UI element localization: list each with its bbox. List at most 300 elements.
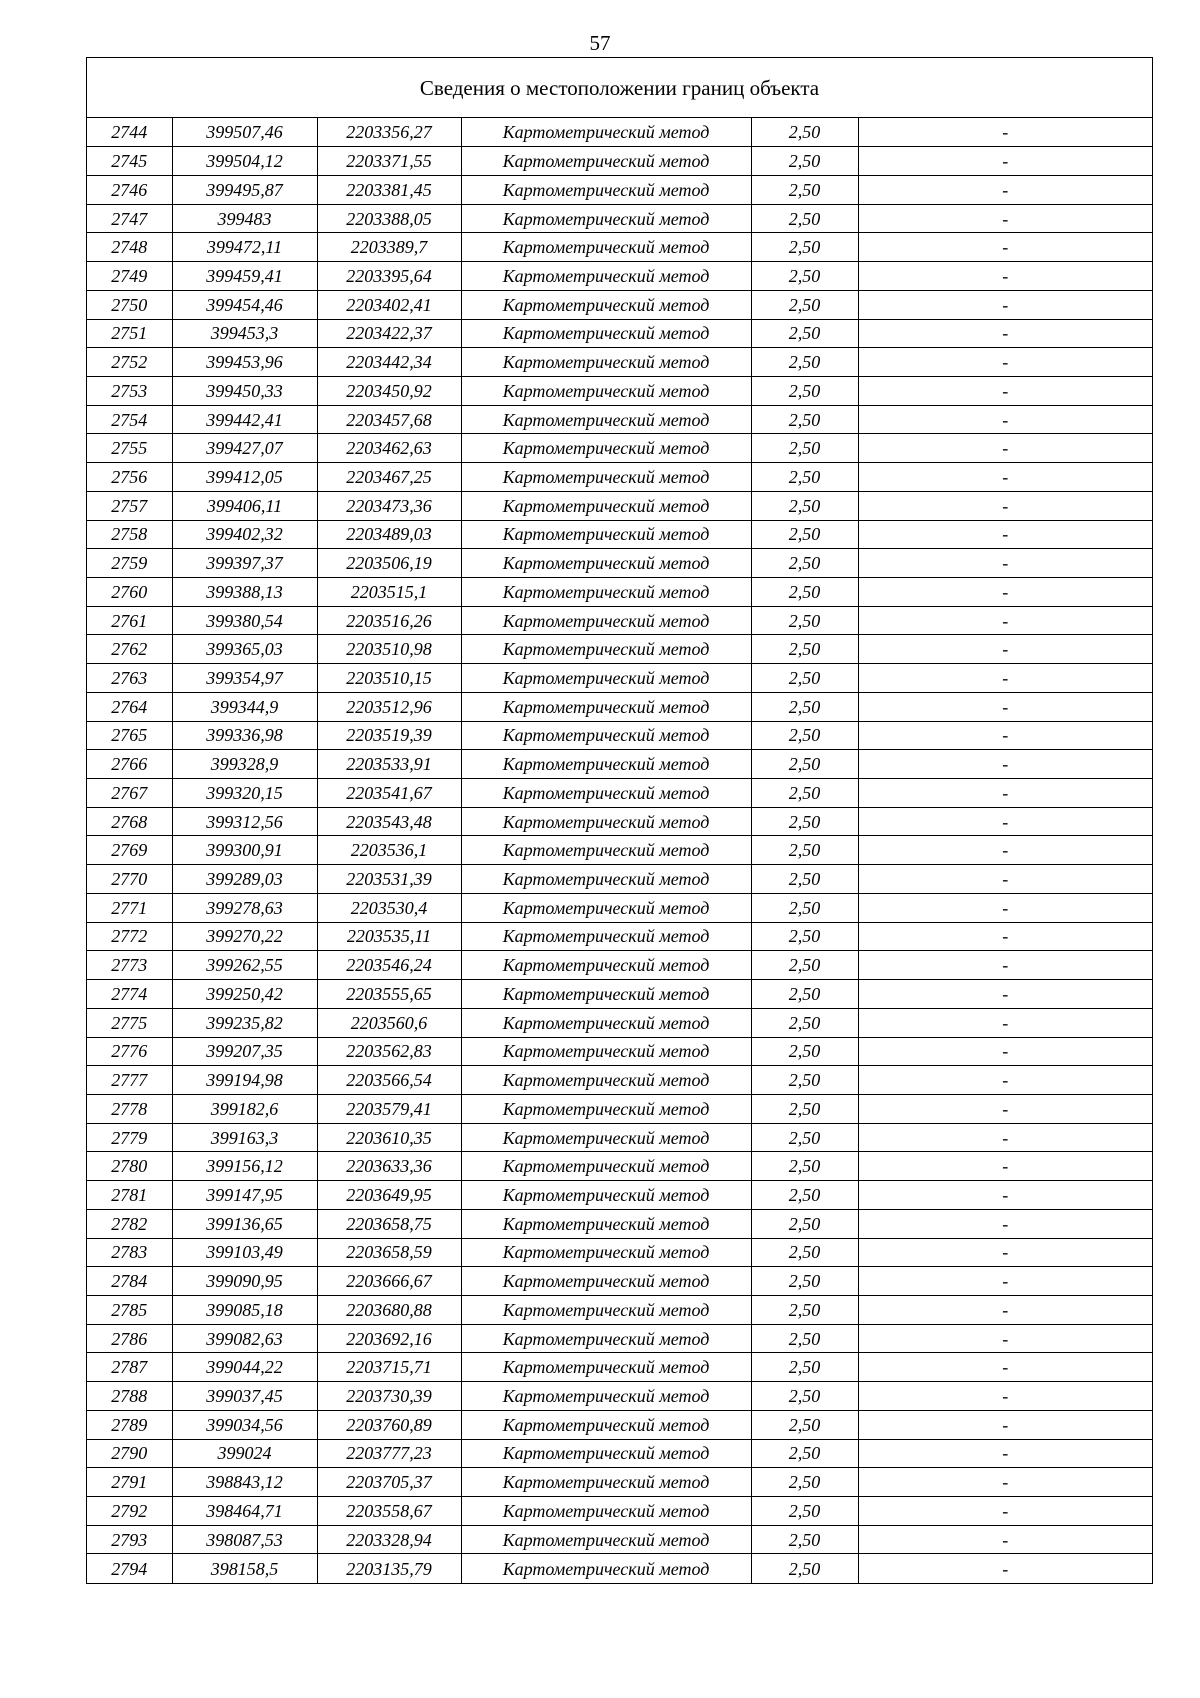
table-row bbox=[87, 922, 1152, 951]
y-coordinate-cell: 2203516,26 bbox=[317, 606, 461, 635]
table-row bbox=[87, 865, 1152, 894]
table-row bbox=[87, 262, 1152, 291]
y-coordinate-cell: 2203371,55 bbox=[317, 147, 461, 176]
y-coordinate-cell: 2203442,34 bbox=[317, 348, 461, 377]
table-row bbox=[87, 549, 1152, 578]
note-cell: - bbox=[858, 606, 1152, 635]
y-coordinate-cell: 2203760,89 bbox=[317, 1410, 461, 1439]
note-cell: - bbox=[858, 922, 1152, 951]
table-row bbox=[87, 664, 1152, 693]
table-row bbox=[87, 376, 1152, 405]
accuracy-cell: 2,50 bbox=[751, 1066, 858, 1095]
accuracy-cell: 2,50 bbox=[751, 1353, 858, 1382]
x-coordinate-cell: 399427,07 bbox=[172, 434, 317, 463]
accuracy-cell: 2,50 bbox=[751, 606, 858, 635]
y-coordinate-cell: 2203555,65 bbox=[317, 980, 461, 1009]
x-coordinate-cell: 399336,98 bbox=[172, 721, 317, 750]
table-row bbox=[87, 1382, 1152, 1411]
note-cell: - bbox=[858, 664, 1152, 693]
y-coordinate-cell: 2203536,1 bbox=[317, 836, 461, 865]
table-row bbox=[87, 836, 1152, 865]
x-coordinate-cell: 399453,96 bbox=[172, 348, 317, 377]
boundary-table bbox=[86, 57, 1153, 1584]
x-coordinate-cell: 399472,11 bbox=[172, 233, 317, 262]
x-coordinate-cell: 399453,3 bbox=[172, 319, 317, 348]
accuracy-cell: 2,50 bbox=[751, 1209, 858, 1238]
note-cell: - bbox=[858, 1295, 1152, 1324]
point-number-cell: 2778 bbox=[87, 1094, 172, 1123]
note-cell: - bbox=[858, 1037, 1152, 1066]
x-coordinate-cell: 399365,03 bbox=[172, 635, 317, 664]
method-cell: Картометрический метод bbox=[461, 692, 751, 721]
x-coordinate-cell: 399312,56 bbox=[172, 807, 317, 836]
method-cell: Картометрический метод bbox=[461, 549, 751, 578]
y-coordinate-cell: 2203566,54 bbox=[317, 1066, 461, 1095]
accuracy-cell: 2,50 bbox=[751, 750, 858, 779]
note-cell: - bbox=[858, 635, 1152, 664]
table-row bbox=[87, 1497, 1152, 1526]
table-row bbox=[87, 1037, 1152, 1066]
point-number-cell: 2781 bbox=[87, 1181, 172, 1210]
table-row bbox=[87, 319, 1152, 348]
accuracy-cell: 2,50 bbox=[751, 1439, 858, 1468]
method-cell: Картометрический метод bbox=[461, 405, 751, 434]
x-coordinate-cell: 399380,54 bbox=[172, 606, 317, 635]
method-cell: Картометрический метод bbox=[461, 463, 751, 492]
x-coordinate-cell: 399504,12 bbox=[172, 147, 317, 176]
note-cell: - bbox=[858, 779, 1152, 808]
accuracy-cell: 2,50 bbox=[751, 1094, 858, 1123]
table-title: Сведения о местоположении границ объекта bbox=[87, 58, 1152, 118]
method-cell: Картометрический метод bbox=[461, 233, 751, 262]
accuracy-cell: 2,50 bbox=[751, 1525, 858, 1554]
method-cell: Картометрический метод bbox=[461, 664, 751, 693]
x-coordinate-cell: 399194,98 bbox=[172, 1066, 317, 1095]
note-cell: - bbox=[858, 1439, 1152, 1468]
note-cell: - bbox=[858, 348, 1152, 377]
note-cell: - bbox=[858, 578, 1152, 607]
table-row bbox=[87, 980, 1152, 1009]
y-coordinate-cell: 2203462,63 bbox=[317, 434, 461, 463]
accuracy-cell: 2,50 bbox=[751, 1468, 858, 1497]
accuracy-cell: 2,50 bbox=[751, 1382, 858, 1411]
point-number-cell: 2751 bbox=[87, 319, 172, 348]
note-cell: - bbox=[858, 491, 1152, 520]
point-number-cell: 2755 bbox=[87, 434, 172, 463]
accuracy-cell: 2,50 bbox=[751, 807, 858, 836]
y-coordinate-cell: 2203395,64 bbox=[317, 262, 461, 291]
table-row bbox=[87, 1468, 1152, 1497]
x-coordinate-cell: 399300,91 bbox=[172, 836, 317, 865]
x-coordinate-cell: 399262,55 bbox=[172, 951, 317, 980]
y-coordinate-cell: 2203649,95 bbox=[317, 1181, 461, 1210]
x-coordinate-cell: 399085,18 bbox=[172, 1295, 317, 1324]
note-cell: - bbox=[858, 1525, 1152, 1554]
note-cell: - bbox=[858, 405, 1152, 434]
note-cell: - bbox=[858, 1324, 1152, 1353]
accuracy-cell: 2,50 bbox=[751, 434, 858, 463]
table-row bbox=[87, 1525, 1152, 1554]
y-coordinate-cell: 2203730,39 bbox=[317, 1382, 461, 1411]
y-coordinate-cell: 2203541,67 bbox=[317, 779, 461, 808]
y-coordinate-cell: 2203388,05 bbox=[317, 204, 461, 233]
point-number-cell: 2775 bbox=[87, 1008, 172, 1037]
point-number-cell: 2747 bbox=[87, 204, 172, 233]
y-coordinate-cell: 2203519,39 bbox=[317, 721, 461, 750]
y-coordinate-cell: 2203531,39 bbox=[317, 865, 461, 894]
method-cell: Картометрический метод bbox=[461, 1525, 751, 1554]
y-coordinate-cell: 2203546,24 bbox=[317, 951, 461, 980]
point-number-cell: 2787 bbox=[87, 1353, 172, 1382]
table-row bbox=[87, 118, 1152, 147]
x-coordinate-cell: 399082,63 bbox=[172, 1324, 317, 1353]
x-coordinate-cell: 399024 bbox=[172, 1439, 317, 1468]
table-row bbox=[87, 1209, 1152, 1238]
note-cell: - bbox=[858, 262, 1152, 291]
point-number-cell: 2769 bbox=[87, 836, 172, 865]
point-number-cell: 2779 bbox=[87, 1123, 172, 1152]
table-row bbox=[87, 1008, 1152, 1037]
note-cell: - bbox=[858, 692, 1152, 721]
method-cell: Картометрический метод bbox=[461, 1123, 751, 1152]
accuracy-cell: 2,50 bbox=[751, 1123, 858, 1152]
note-cell: - bbox=[858, 1008, 1152, 1037]
y-coordinate-cell: 2203506,19 bbox=[317, 549, 461, 578]
x-coordinate-cell: 398087,53 bbox=[172, 1525, 317, 1554]
note-cell: - bbox=[858, 549, 1152, 578]
accuracy-cell: 2,50 bbox=[751, 1267, 858, 1296]
method-cell: Картометрический метод bbox=[461, 147, 751, 176]
point-number-cell: 2760 bbox=[87, 578, 172, 607]
y-coordinate-cell: 2203680,88 bbox=[317, 1295, 461, 1324]
accuracy-cell: 2,50 bbox=[751, 348, 858, 377]
accuracy-cell: 2,50 bbox=[751, 463, 858, 492]
method-cell: Картометрический метод bbox=[461, 779, 751, 808]
accuracy-cell: 2,50 bbox=[751, 779, 858, 808]
y-coordinate-cell: 2203579,41 bbox=[317, 1094, 461, 1123]
table-row bbox=[87, 1324, 1152, 1353]
point-number-cell: 2762 bbox=[87, 635, 172, 664]
x-coordinate-cell: 399147,95 bbox=[172, 1181, 317, 1210]
method-cell: Картометрический метод bbox=[461, 1439, 751, 1468]
method-cell: Картометрический метод bbox=[461, 348, 751, 377]
x-coordinate-cell: 399412,05 bbox=[172, 463, 317, 492]
note-cell: - bbox=[858, 1410, 1152, 1439]
method-cell: Картометрический метод bbox=[461, 1554, 751, 1583]
page-number: 57 bbox=[589, 31, 611, 55]
accuracy-cell: 2,50 bbox=[751, 893, 858, 922]
table-row bbox=[87, 721, 1152, 750]
accuracy-cell: 2,50 bbox=[751, 376, 858, 405]
table-row bbox=[87, 779, 1152, 808]
note-cell: - bbox=[858, 893, 1152, 922]
table-row bbox=[87, 405, 1152, 434]
point-number-cell: 2766 bbox=[87, 750, 172, 779]
y-coordinate-cell: 2203692,16 bbox=[317, 1324, 461, 1353]
y-coordinate-cell: 2203135,79 bbox=[317, 1554, 461, 1583]
x-coordinate-cell: 398464,71 bbox=[172, 1497, 317, 1526]
method-cell: Картометрический метод bbox=[461, 606, 751, 635]
y-coordinate-cell: 2203422,37 bbox=[317, 319, 461, 348]
point-number-cell: 2756 bbox=[87, 463, 172, 492]
y-coordinate-cell: 2203715,71 bbox=[317, 1353, 461, 1382]
table-row bbox=[87, 348, 1152, 377]
table-row bbox=[87, 1094, 1152, 1123]
method-cell: Картометрический метод bbox=[461, 520, 751, 549]
note-cell: - bbox=[858, 1209, 1152, 1238]
table-row bbox=[87, 1439, 1152, 1468]
x-coordinate-cell: 399207,35 bbox=[172, 1037, 317, 1066]
point-number-cell: 2749 bbox=[87, 262, 172, 291]
point-number-cell: 2792 bbox=[87, 1497, 172, 1526]
x-coordinate-cell: 399495,87 bbox=[172, 175, 317, 204]
table-row bbox=[87, 750, 1152, 779]
x-coordinate-cell: 399450,33 bbox=[172, 376, 317, 405]
y-coordinate-cell: 2203633,36 bbox=[317, 1152, 461, 1181]
point-number-cell: 2782 bbox=[87, 1209, 172, 1238]
note-cell: - bbox=[858, 1468, 1152, 1497]
accuracy-cell: 2,50 bbox=[751, 692, 858, 721]
accuracy-cell: 2,50 bbox=[751, 865, 858, 894]
x-coordinate-cell: 399328,9 bbox=[172, 750, 317, 779]
point-number-cell: 2763 bbox=[87, 664, 172, 693]
y-coordinate-cell: 2203510,98 bbox=[317, 635, 461, 664]
method-cell: Картометрический метод bbox=[461, 1497, 751, 1526]
method-cell: Картометрический метод bbox=[461, 175, 751, 204]
table-row bbox=[87, 175, 1152, 204]
note-cell: - bbox=[858, 836, 1152, 865]
accuracy-cell: 2,50 bbox=[751, 1238, 858, 1267]
y-coordinate-cell: 2203389,7 bbox=[317, 233, 461, 262]
point-number-cell: 2759 bbox=[87, 549, 172, 578]
point-number-cell: 2793 bbox=[87, 1525, 172, 1554]
point-number-cell: 2754 bbox=[87, 405, 172, 434]
note-cell: - bbox=[858, 980, 1152, 1009]
table-row bbox=[87, 233, 1152, 262]
y-coordinate-cell: 2203533,91 bbox=[317, 750, 461, 779]
y-coordinate-cell: 2203489,03 bbox=[317, 520, 461, 549]
accuracy-cell: 2,50 bbox=[751, 147, 858, 176]
x-coordinate-cell: 399289,03 bbox=[172, 865, 317, 894]
x-coordinate-cell: 399270,22 bbox=[172, 922, 317, 951]
accuracy-cell: 2,50 bbox=[751, 1497, 858, 1526]
note-cell: - bbox=[858, 1181, 1152, 1210]
x-coordinate-cell: 399507,46 bbox=[172, 118, 317, 147]
method-cell: Картометрический метод bbox=[461, 290, 751, 319]
x-coordinate-cell: 399278,63 bbox=[172, 893, 317, 922]
accuracy-cell: 2,50 bbox=[751, 578, 858, 607]
accuracy-cell: 2,50 bbox=[751, 233, 858, 262]
accuracy-cell: 2,50 bbox=[751, 1181, 858, 1210]
method-cell: Картометрический метод bbox=[461, 1353, 751, 1382]
note-cell: - bbox=[858, 1152, 1152, 1181]
note-cell: - bbox=[858, 807, 1152, 836]
point-number-cell: 2773 bbox=[87, 951, 172, 980]
y-coordinate-cell: 2203457,68 bbox=[317, 405, 461, 434]
accuracy-cell: 2,50 bbox=[751, 664, 858, 693]
method-cell: Картометрический метод bbox=[461, 1410, 751, 1439]
point-number-cell: 2744 bbox=[87, 118, 172, 147]
table-row bbox=[87, 578, 1152, 607]
method-cell: Картометрический метод bbox=[461, 721, 751, 750]
note-cell: - bbox=[858, 204, 1152, 233]
x-coordinate-cell: 399156,12 bbox=[172, 1152, 317, 1181]
y-coordinate-cell: 2203530,4 bbox=[317, 893, 461, 922]
accuracy-cell: 2,50 bbox=[751, 175, 858, 204]
accuracy-cell: 2,50 bbox=[751, 1410, 858, 1439]
table-row bbox=[87, 434, 1152, 463]
accuracy-cell: 2,50 bbox=[751, 721, 858, 750]
y-coordinate-cell: 2203473,36 bbox=[317, 491, 461, 520]
point-number-cell: 2784 bbox=[87, 1267, 172, 1296]
point-number-cell: 2771 bbox=[87, 893, 172, 922]
x-coordinate-cell: 399344,9 bbox=[172, 692, 317, 721]
note-cell: - bbox=[858, 233, 1152, 262]
method-cell: Картометрический метод bbox=[461, 376, 751, 405]
accuracy-cell: 2,50 bbox=[751, 118, 858, 147]
note-cell: - bbox=[858, 1123, 1152, 1152]
point-number-cell: 2761 bbox=[87, 606, 172, 635]
table-row bbox=[87, 1554, 1152, 1583]
x-coordinate-cell: 399406,11 bbox=[172, 491, 317, 520]
table-row bbox=[87, 1410, 1152, 1439]
method-cell: Картометрический метод bbox=[461, 434, 751, 463]
accuracy-cell: 2,50 bbox=[751, 290, 858, 319]
x-coordinate-cell: 399034,56 bbox=[172, 1410, 317, 1439]
x-coordinate-cell: 398843,12 bbox=[172, 1468, 317, 1497]
x-coordinate-cell: 399235,82 bbox=[172, 1008, 317, 1037]
method-cell: Картометрический метод bbox=[461, 118, 751, 147]
x-coordinate-cell: 399182,6 bbox=[172, 1094, 317, 1123]
accuracy-cell: 2,50 bbox=[751, 951, 858, 980]
point-number-cell: 2772 bbox=[87, 922, 172, 951]
point-number-cell: 2757 bbox=[87, 491, 172, 520]
point-number-cell: 2765 bbox=[87, 721, 172, 750]
x-coordinate-cell: 399037,45 bbox=[172, 1382, 317, 1411]
x-coordinate-cell: 399163,3 bbox=[172, 1123, 317, 1152]
point-number-cell: 2776 bbox=[87, 1037, 172, 1066]
y-coordinate-cell: 2203543,48 bbox=[317, 807, 461, 836]
table-row bbox=[87, 893, 1152, 922]
y-coordinate-cell: 2203381,45 bbox=[317, 175, 461, 204]
point-number-cell: 2768 bbox=[87, 807, 172, 836]
method-cell: Картометрический метод bbox=[461, 1008, 751, 1037]
method-cell: Картометрический метод bbox=[461, 1382, 751, 1411]
accuracy-cell: 2,50 bbox=[751, 549, 858, 578]
note-cell: - bbox=[858, 1267, 1152, 1296]
method-cell: Картометрический метод bbox=[461, 836, 751, 865]
note-cell: - bbox=[858, 1382, 1152, 1411]
method-cell: Картометрический метод bbox=[461, 1066, 751, 1095]
method-cell: Картометрический метод bbox=[461, 750, 751, 779]
table-row bbox=[87, 147, 1152, 176]
method-cell: Картометрический метод bbox=[461, 807, 751, 836]
method-cell: Картометрический метод bbox=[461, 262, 751, 291]
x-coordinate-cell: 399136,65 bbox=[172, 1209, 317, 1238]
accuracy-cell: 2,50 bbox=[751, 1554, 858, 1583]
point-number-cell: 2788 bbox=[87, 1382, 172, 1411]
point-number-cell: 2748 bbox=[87, 233, 172, 262]
method-cell: Картометрический метод bbox=[461, 635, 751, 664]
method-cell: Картометрический метод bbox=[461, 491, 751, 520]
accuracy-cell: 2,50 bbox=[751, 520, 858, 549]
note-cell: - bbox=[858, 463, 1152, 492]
method-cell: Картометрический метод bbox=[461, 204, 751, 233]
y-coordinate-cell: 2203515,1 bbox=[317, 578, 461, 607]
table-row bbox=[87, 491, 1152, 520]
method-cell: Картометрический метод bbox=[461, 1238, 751, 1267]
point-number-cell: 2785 bbox=[87, 1295, 172, 1324]
note-cell: - bbox=[858, 376, 1152, 405]
method-cell: Картометрический метод bbox=[461, 1094, 751, 1123]
method-cell: Картометрический метод bbox=[461, 865, 751, 894]
x-coordinate-cell: 399044,22 bbox=[172, 1353, 317, 1382]
table-row bbox=[87, 1238, 1152, 1267]
x-coordinate-cell: 399354,97 bbox=[172, 664, 317, 693]
method-cell: Картометрический метод bbox=[461, 319, 751, 348]
x-coordinate-cell: 399103,49 bbox=[172, 1238, 317, 1267]
y-coordinate-cell: 2203658,75 bbox=[317, 1209, 461, 1238]
point-number-cell: 2758 bbox=[87, 520, 172, 549]
accuracy-cell: 2,50 bbox=[751, 1295, 858, 1324]
table-row bbox=[87, 1066, 1152, 1095]
table-row bbox=[87, 1152, 1152, 1181]
y-coordinate-cell: 2203328,94 bbox=[317, 1525, 461, 1554]
x-coordinate-cell: 399250,42 bbox=[172, 980, 317, 1009]
x-coordinate-cell: 399388,13 bbox=[172, 578, 317, 607]
y-coordinate-cell: 2203356,27 bbox=[317, 118, 461, 147]
method-cell: Картометрический метод bbox=[461, 1295, 751, 1324]
table-row bbox=[87, 1123, 1152, 1152]
point-number-cell: 2789 bbox=[87, 1410, 172, 1439]
point-number-cell: 2783 bbox=[87, 1238, 172, 1267]
table-row bbox=[87, 807, 1152, 836]
accuracy-cell: 2,50 bbox=[751, 980, 858, 1009]
accuracy-cell: 2,50 bbox=[751, 262, 858, 291]
accuracy-cell: 2,50 bbox=[751, 635, 858, 664]
note-cell: - bbox=[858, 951, 1152, 980]
method-cell: Картометрический метод bbox=[461, 1181, 751, 1210]
y-coordinate-cell: 2203510,15 bbox=[317, 664, 461, 693]
point-number-cell: 2764 bbox=[87, 692, 172, 721]
x-coordinate-cell: 399090,95 bbox=[172, 1267, 317, 1296]
accuracy-cell: 2,50 bbox=[751, 491, 858, 520]
method-cell: Картометрический метод bbox=[461, 922, 751, 951]
point-number-cell: 2770 bbox=[87, 865, 172, 894]
note-cell: - bbox=[858, 319, 1152, 348]
table-row bbox=[87, 635, 1152, 664]
note-cell: - bbox=[858, 865, 1152, 894]
point-number-cell: 2790 bbox=[87, 1439, 172, 1468]
point-number-cell: 2753 bbox=[87, 376, 172, 405]
accuracy-cell: 2,50 bbox=[751, 1324, 858, 1353]
note-cell: - bbox=[858, 1353, 1152, 1382]
table-row bbox=[87, 606, 1152, 635]
x-coordinate-cell: 399454,46 bbox=[172, 290, 317, 319]
accuracy-cell: 2,50 bbox=[751, 836, 858, 865]
method-cell: Картометрический метод bbox=[461, 951, 751, 980]
note-cell: - bbox=[858, 118, 1152, 147]
point-number-cell: 2774 bbox=[87, 980, 172, 1009]
x-coordinate-cell: 399402,32 bbox=[172, 520, 317, 549]
table-row bbox=[87, 204, 1152, 233]
point-number-cell: 2745 bbox=[87, 147, 172, 176]
accuracy-cell: 2,50 bbox=[751, 319, 858, 348]
point-number-cell: 2791 bbox=[87, 1468, 172, 1497]
note-cell: - bbox=[858, 1238, 1152, 1267]
table-row bbox=[87, 692, 1152, 721]
y-coordinate-cell: 2203558,67 bbox=[317, 1497, 461, 1526]
